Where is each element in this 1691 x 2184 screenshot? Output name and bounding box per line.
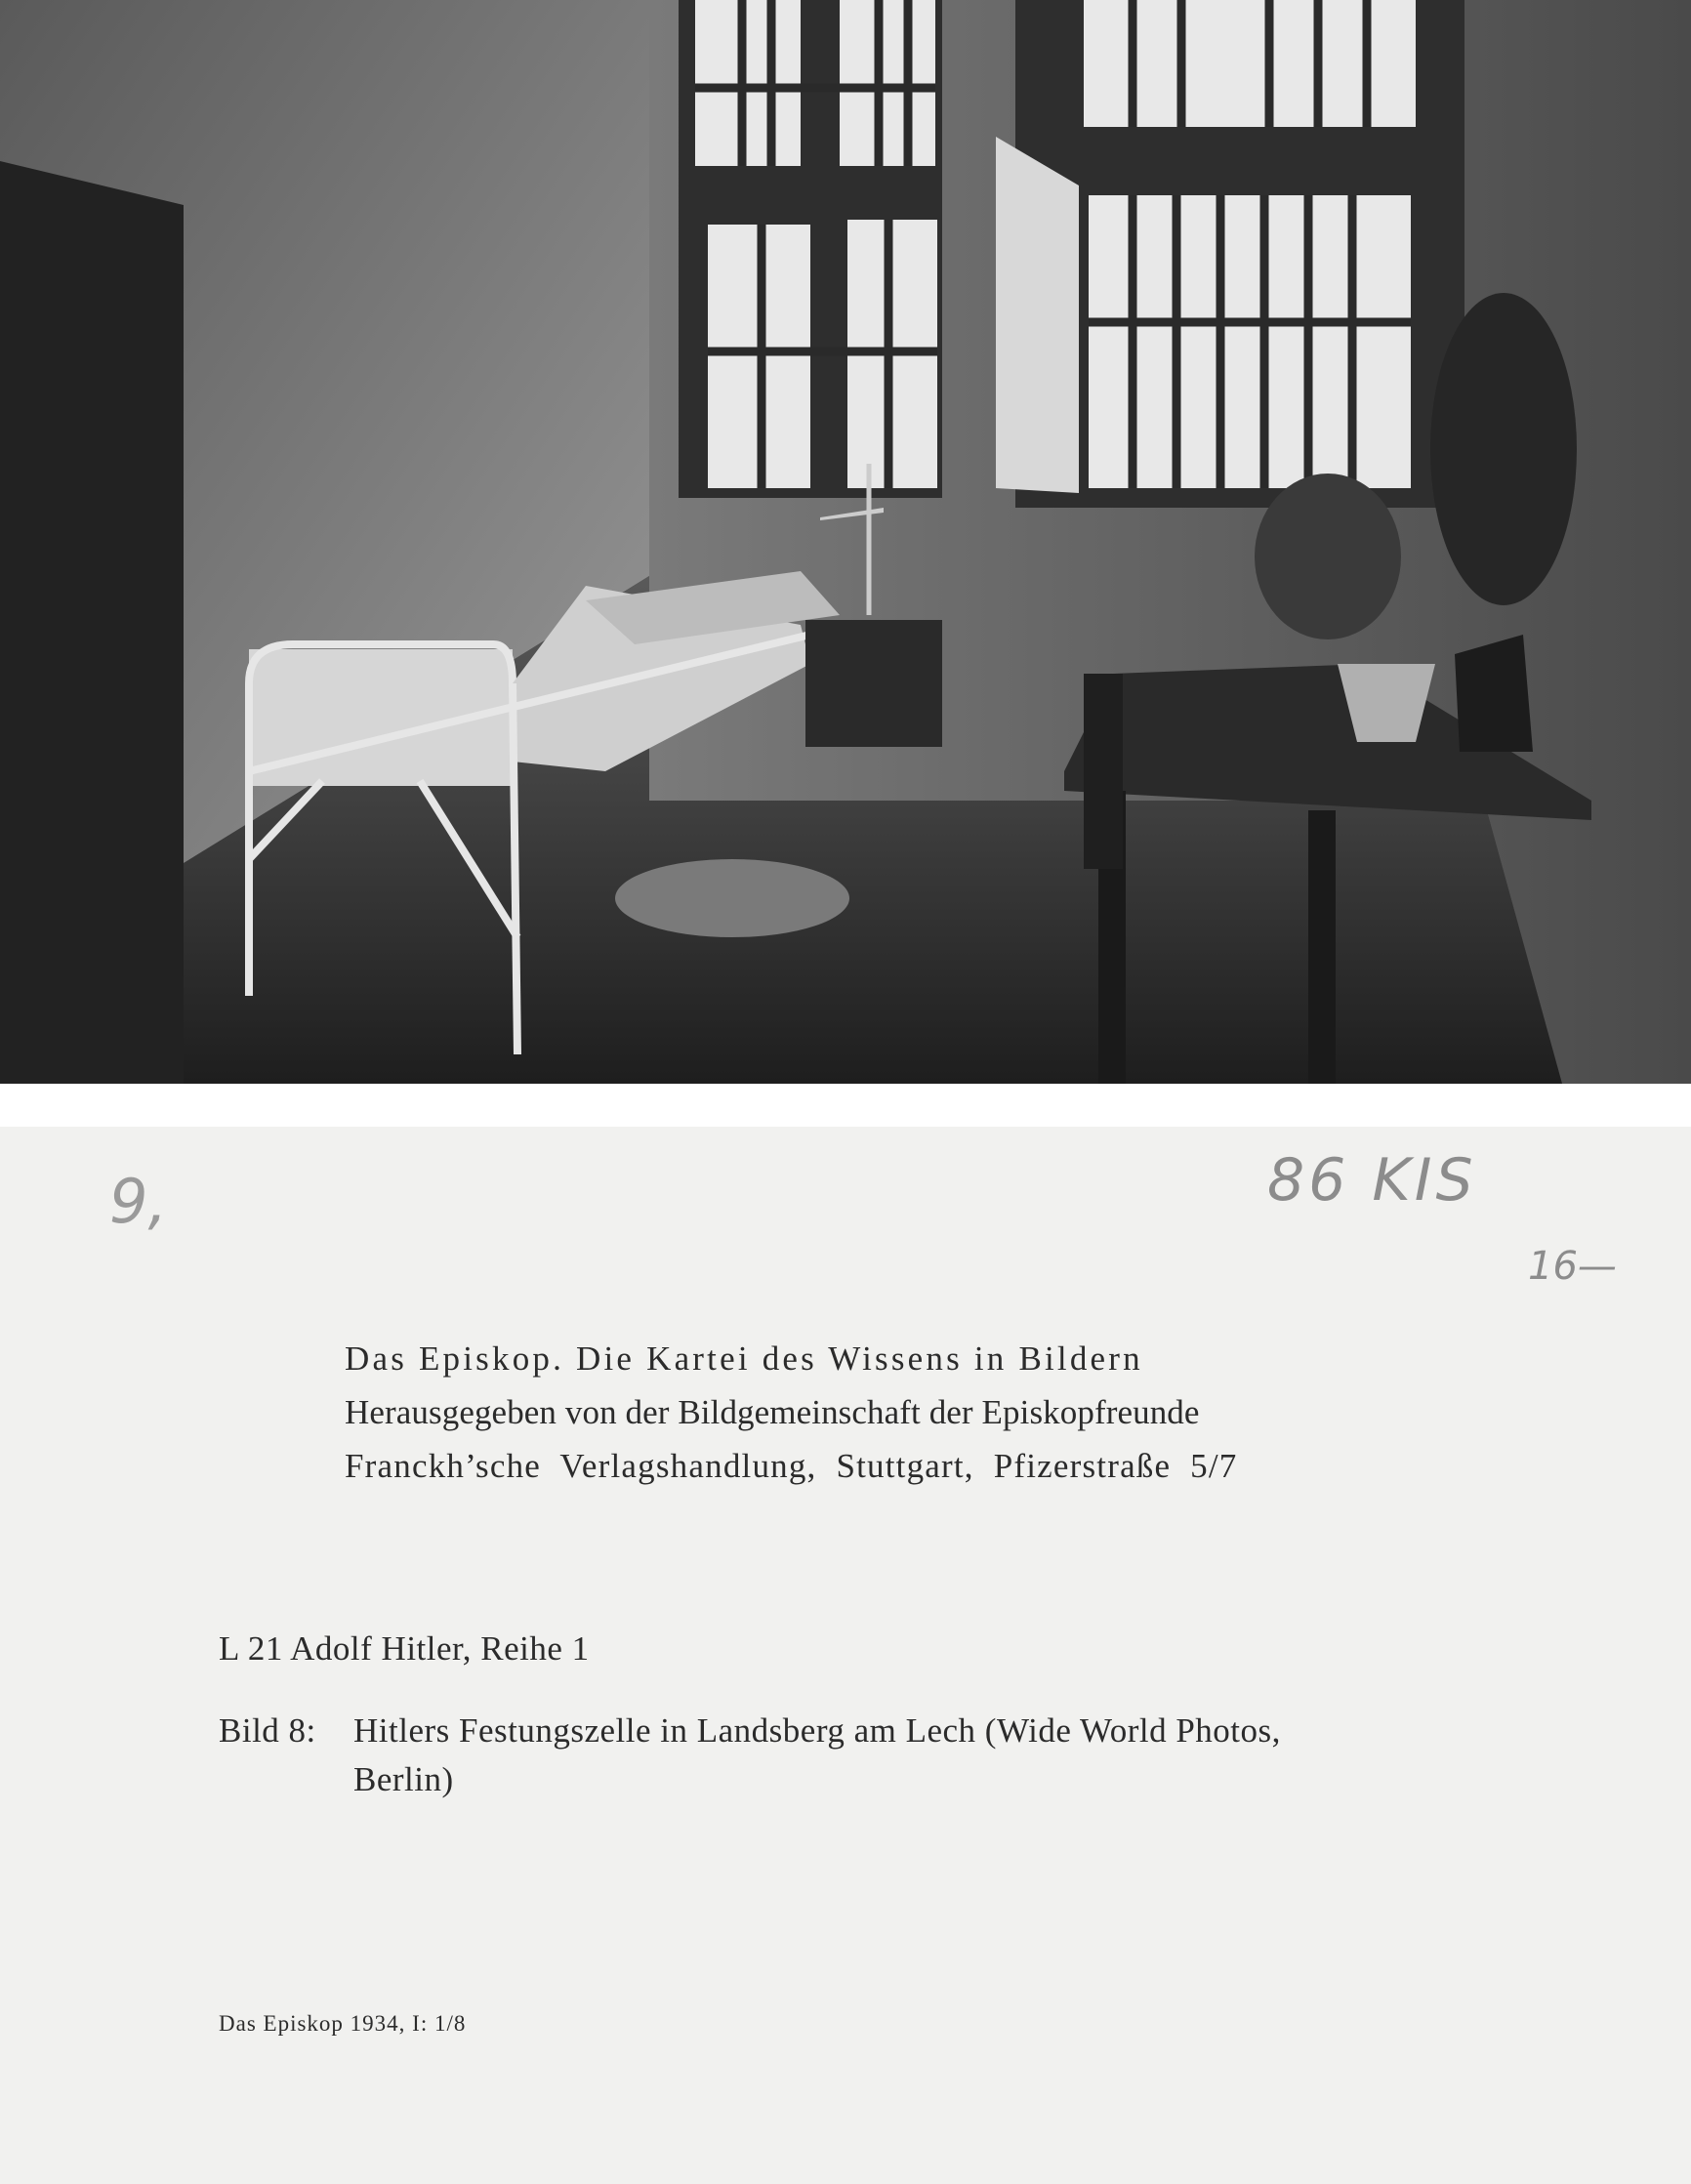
index-card [0, 1127, 1691, 2184]
pencil-note-top: 86 KIS [1267, 1146, 1477, 1215]
caption-block [219, 1707, 1281, 1804]
caption-label: Bild 8: [219, 1711, 316, 1750]
caption-line-2: Berlin) [353, 1760, 454, 1798]
pencil-number: 9, [109, 1166, 168, 1237]
prison-cell-photo-icon [0, 0, 1691, 1084]
series-line: L 21 Adolf Hitler, Reihe 1 [219, 1629, 590, 1668]
publisher-line-3: Franckh’sche Verlagshandlung, Stuttgart, Pfizerstraße 5/7 [345, 1447, 1238, 1485]
publisher-line-2: Herausgegeben von der Bildgemeinschaft der Episkopfreunde [345, 1393, 1200, 1431]
window-left [679, 0, 942, 498]
caption-line-1: Hitlers Festungszelle in Landsberg am Lech (Wide World Photos, [353, 1711, 1281, 1750]
window-right [996, 0, 1464, 508]
footer-citation: Das Episkop 1934, I: 1/8 [219, 2011, 467, 2036]
photo-card-gap [0, 1084, 1691, 1127]
cell-photograph [0, 0, 1691, 1084]
pencil-price: 16— [1528, 1244, 1617, 1289]
publisher-line-1: Das Episkop. Die Kartei des Wissens in Bildern [345, 1339, 1143, 1378]
publisher-block [345, 1332, 1238, 1493]
